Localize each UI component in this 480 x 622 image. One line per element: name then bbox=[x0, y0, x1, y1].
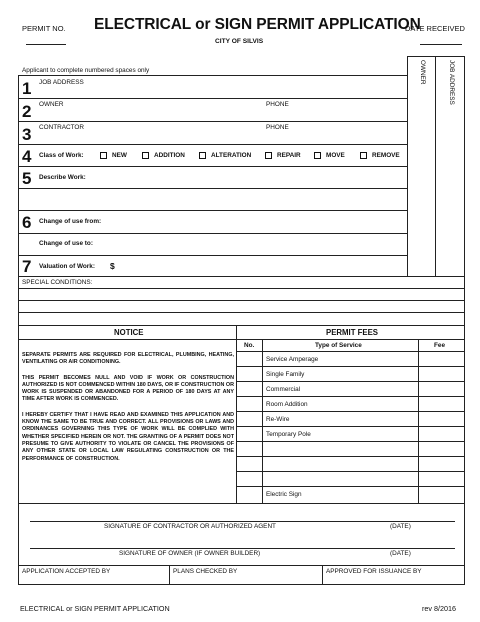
job-address-label: JOB ADDRESS bbox=[39, 79, 84, 86]
fee-row-service-amperage: Service Amperage bbox=[266, 356, 319, 363]
contractor-signature-label: SIGNATURE OF CONTRACTOR OR AUTHORIZED AGENT bbox=[104, 523, 276, 530]
permit-no-field[interactable] bbox=[26, 44, 66, 45]
notice-paragraph-3: I HEREBY CERTIFY THAT I HAVE READ AND EXAMINED THIS APPLICATION AND KNOW THE SAME TO BE TRUE AND CORRECT. ALL PROVISIONS OR LAWS AND ORDINANCES GOVERNING THIS TYPE OF WORK WILL BE COMPLIED WITH WHETHER SPECIFIED HEREIN OR NOT. THE GRANTING OF A PERMIT DOES NOT PRESUME TO GIVE AUTHORITY TO VIOLATE OR CANCEL THE PROVISIONS OF ANY OTHER STATE OR LOCAL LAW REGULATING CONSTRUCTION OR THE PERFORMANCE OF CONSTRUCTION. bbox=[22, 411, 234, 462]
approved-for-issuance-by: APPROVED FOR ISSUANCE BY bbox=[326, 568, 422, 575]
owner-side-label: OWNER bbox=[419, 60, 426, 85]
notice-paragraph-1: SEPARATE PERMITS ARE REQUIRED FOR ELECTRICAL, PLUMBING, HEATING, VENTILATING OR AIR CONDITIONING. bbox=[22, 352, 234, 366]
addition-checkbox[interactable] bbox=[142, 152, 149, 159]
permit-fees-heading: PERMIT FEES bbox=[326, 328, 378, 337]
field-number-4: 4 bbox=[22, 147, 32, 166]
addition-label: ADDITION bbox=[154, 152, 185, 159]
alteration-checkbox[interactable] bbox=[199, 152, 206, 159]
notice-paragraph-2: THIS PERMIT BECOMES NULL AND VOID IF WORK OR CONSTRUCTION AUTHORIZED IS NOT COMMENCED WITHIN 180 DAYS, OR IF CONSTRUCTION OR WORK IS SUSPENDED OR ABANDONED FOR A PERIOD OF 180 DAYS AT ANY TIME AFTER WORK IS COMMENCED. bbox=[22, 374, 234, 403]
remove-checkbox[interactable] bbox=[360, 152, 367, 159]
new-checkbox[interactable] bbox=[100, 152, 107, 159]
fee-row-room-addition: Room Addition bbox=[266, 401, 308, 408]
class-of-work-label: Class of Work: bbox=[39, 152, 84, 159]
footer-revision: rev 8/2016 bbox=[422, 604, 456, 613]
change-use-to-label: Change of use to: bbox=[39, 240, 93, 247]
new-label: NEW bbox=[112, 152, 127, 159]
repair-checkbox[interactable] bbox=[265, 152, 272, 159]
plans-checked-by: PLANS CHECKED BY bbox=[173, 568, 238, 575]
remove-label: REMOVE bbox=[372, 152, 400, 159]
change-use-from-label: Change of use from: bbox=[39, 218, 102, 225]
valuation-label: Valuation of Work: bbox=[39, 263, 95, 270]
fee-row-electric-sign: Electric Sign bbox=[266, 491, 302, 498]
fee-row-re-wire: Re-Wire bbox=[266, 416, 290, 423]
owner-signature-label: SIGNATURE OF OWNER (IF OWNER BUILDER) bbox=[119, 550, 261, 557]
move-checkbox[interactable] bbox=[314, 152, 321, 159]
field-number-6: 6 bbox=[22, 213, 32, 232]
owner-signature-line[interactable] bbox=[30, 548, 455, 549]
fee-row-temporary-pole: Temporary Pole bbox=[266, 431, 311, 438]
dollar-sign: $ bbox=[110, 261, 115, 271]
city-name: CITY OF SILVIS bbox=[215, 38, 264, 45]
field-number-2: 2 bbox=[22, 102, 32, 121]
fee-row-single-family: Single Family bbox=[266, 371, 305, 378]
contractor-phone-label: PHONE bbox=[266, 124, 289, 131]
special-conditions-label: SPECIAL CONDITIONS: bbox=[22, 279, 93, 286]
field-number-7: 7 bbox=[22, 257, 32, 276]
permit-no-label: PERMIT NO. bbox=[22, 24, 66, 33]
fee-row-commercial: Commercial bbox=[266, 386, 301, 393]
contractor-date-label: (DATE) bbox=[390, 523, 411, 530]
date-received-label: DATE RECEIVED bbox=[405, 24, 465, 33]
application-accepted-by: APPLICATION ACCEPTED BY bbox=[22, 568, 111, 575]
owner-label: OWNER bbox=[39, 101, 64, 108]
alteration-label: ALTERATION bbox=[211, 152, 252, 159]
fees-col-fee: Fee bbox=[434, 342, 446, 349]
footer-form-name: ELECTRICAL or SIGN PERMIT APPLICATION bbox=[20, 604, 170, 613]
form-title: ELECTRICAL or SIGN PERMIT APPLICATION bbox=[94, 16, 421, 33]
fees-col-no: No. bbox=[244, 342, 255, 349]
notice-heading: NOTICE bbox=[114, 328, 144, 337]
job-address-side-label: JOB ADDRESS bbox=[448, 60, 455, 105]
field-number-5: 5 bbox=[22, 169, 32, 188]
repair-label: REPAIR bbox=[277, 152, 301, 159]
owner-phone-label: PHONE bbox=[266, 101, 289, 108]
field-number-1: 1 bbox=[22, 79, 32, 98]
contractor-signature-line[interactable] bbox=[30, 521, 455, 522]
date-received-field[interactable] bbox=[420, 44, 462, 45]
field-number-3: 3 bbox=[22, 125, 32, 144]
owner-side-box bbox=[407, 56, 436, 277]
fees-col-type: Type of Service bbox=[315, 342, 362, 349]
owner-date-label: (DATE) bbox=[390, 550, 411, 557]
contractor-label: CONTRACTOR bbox=[39, 124, 84, 131]
describe-work-label: Describe Work: bbox=[39, 174, 86, 181]
applicant-note: Applicant to complete numbered spaces only bbox=[22, 67, 150, 74]
move-label: MOVE bbox=[326, 152, 345, 159]
notice-text bbox=[22, 352, 234, 471]
